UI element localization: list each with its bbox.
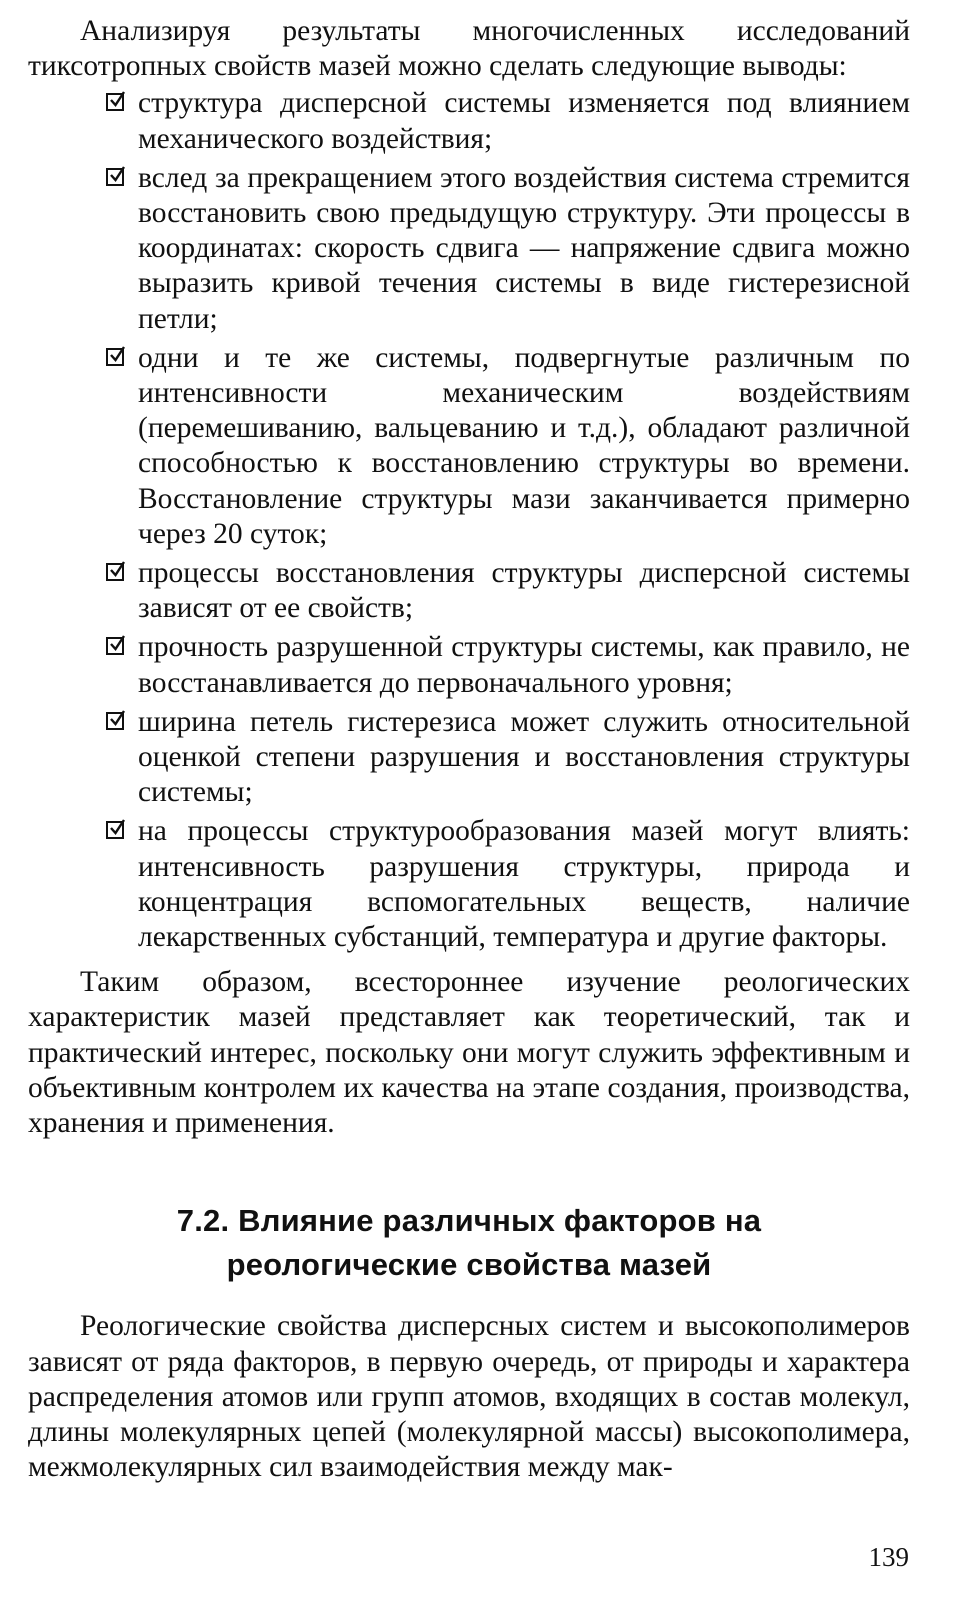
list-item-text: структура дисперсной системы изменяется под влиянием механического воздействия; — [138, 87, 910, 155]
section-heading-line: реологические свойства мазей — [226, 1247, 712, 1283]
page-content — [28, 14, 910, 1485]
checkbox-checked-icon — [106, 348, 124, 366]
page-number: 139 — [868, 1542, 909, 1572]
list-item-text: на процессы структурообразования мазей могут влиять: интенсивность разрушения структуры, природа и концентрация вспомогательных веществ, наличие лекарственных субстанций, температура и другие факторы. — [138, 815, 910, 954]
list-item-text: прочность разрушенной структуры системы, как правило, не восстанавливается до первоначального уровня; — [138, 631, 910, 699]
checkbox-checked-icon — [106, 93, 124, 111]
list-item — [106, 556, 910, 626]
checkbox-checked-icon — [106, 821, 124, 839]
intro-paragraph: Анализируя результаты многочисленных исследований тиксотропных свойств мазей можно сделать следующие выводы: — [28, 15, 910, 83]
list-item — [106, 341, 910, 552]
list-item-text: вслед за прекращением этого воздействия система стремится восстановить свою предыдущую структуру. Эти процессы в координатах: скорость сдвига — напряжение сдвига можно выразить кривой течения системы в виде гистерезисной петли; — [138, 161, 910, 335]
section-heading — [28, 1199, 910, 1287]
list-item-text: одни и те же системы, подвергнутые различным по интенсивности механическим воздействиям (перемешиванию, вальцеванию и т.д.), обладают различной способностью к восстановлению структуры во времени. Восстановление структуры мази заканчивается примерно через 20 суток; — [138, 341, 910, 550]
list-item-text: процессы восстановления структуры дисперсной системы зависят от ее свойств; — [138, 557, 910, 625]
section-heading-line: 7.2. Влияние различных факторов на — [176, 1203, 762, 1239]
list-item — [106, 630, 910, 700]
list-item — [106, 86, 910, 156]
checkbox-checked-icon — [106, 563, 124, 581]
section-paragraph: Реологические свойства дисперсных систем и высокополимеров зависят от ряда факторов, в первую очередь, от природы и характера распределения атомов или групп атомов, входящих в состав молекул, длины молекулярных цепей (молекулярной массы) высокополимера, межмолекулярных сил взаимодействия между мак- — [28, 1310, 910, 1484]
checkbox-checked-icon — [106, 168, 124, 186]
summary-paragraph: Таким образом, всестороннее изучение реологических характеристик мазей представляет как теоретический, так и практический интерес, поскольку они могут служить эффективным и объективным контролем их качества на этапе создания, производства, хранения и применения. — [28, 966, 910, 1140]
list-item — [106, 814, 910, 955]
list-item-text: ширина петель гистерезиса может служить относительной оценкой степени разрушения и восстановления структуры системы; — [138, 705, 910, 809]
list-item — [106, 161, 910, 337]
conclusions-list — [28, 86, 910, 955]
list-item — [106, 705, 910, 811]
checkbox-checked-icon — [106, 712, 124, 730]
checkbox-checked-icon — [106, 637, 124, 655]
